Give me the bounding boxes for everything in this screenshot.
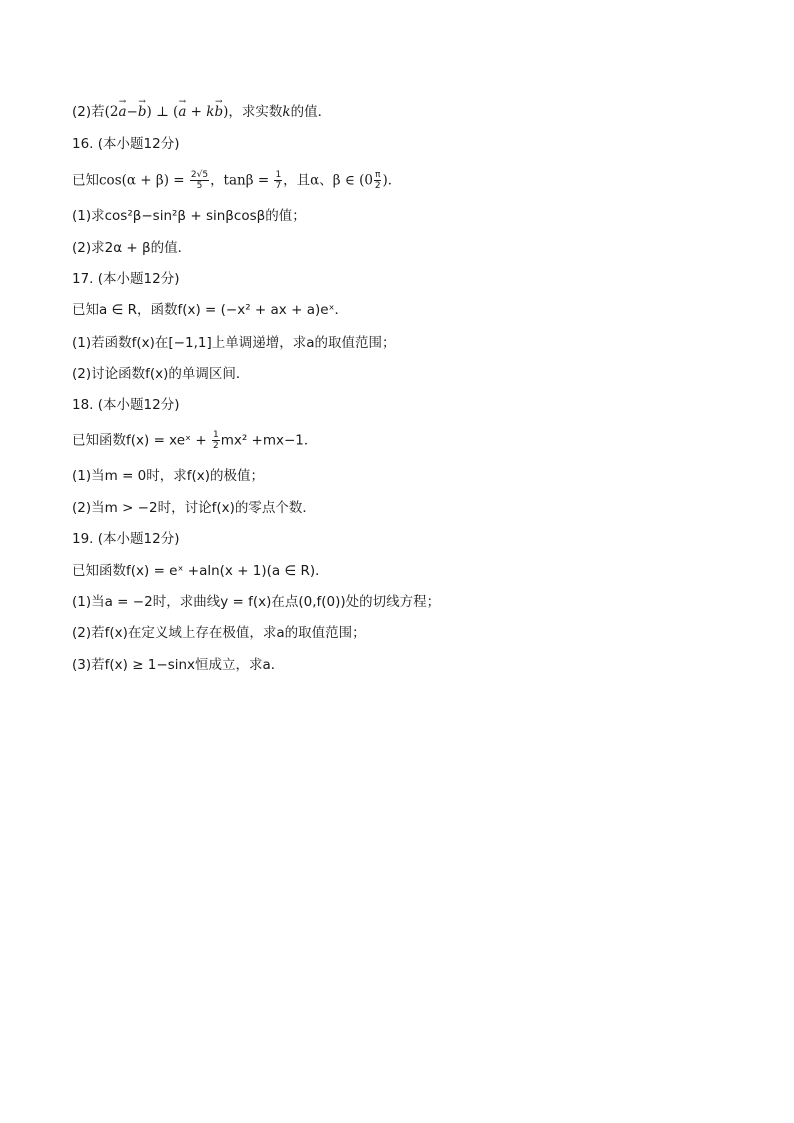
q16-part2: (2)求2α + β的值． [72, 240, 192, 256]
fraction-pi-over-2 [374, 170, 381, 191]
numerator: 1 [212, 430, 219, 440]
q15-part2 [72, 103, 331, 121]
q17-part2: (2)讨论函数f(x)的单调区间． [72, 366, 250, 382]
variable-k: k [282, 104, 291, 120]
text: 已知 [72, 172, 99, 189]
fraction-1-over-2 [212, 430, 220, 451]
q18-part1: (1)当m = 0时，求f(x)的极值； [72, 468, 265, 484]
denominator: 2 [374, 181, 381, 191]
text: 若 [91, 104, 105, 120]
condition-cos: cos(α + β) = [99, 172, 185, 189]
q19-header: 19. (本小题12分) [72, 531, 180, 547]
numerator: 1 [275, 170, 282, 180]
q16-header: 16. (本小题12分) [72, 136, 180, 152]
q18-part2: (2)当m > −2时，讨论f(x)的零点个数． [72, 500, 316, 516]
q18-stem [72, 430, 317, 451]
q19-stem: 已知函数f(x) = eˣ +aln(x + 1)(a ∈ R)． [72, 563, 329, 579]
text: 已知函数f(x) = xeˣ + [72, 432, 207, 449]
q19-part1: (1)当a = −2时，求曲线y = f(x)在点(0,f(0))处的切线方程； [72, 594, 441, 610]
q17-header: 17. (本小题12分) [72, 271, 180, 287]
condition-range: ，且α、β ∈ (0 [283, 172, 374, 189]
q17-part1: (1)若函数f(x)在[−1,1]上单调递增，求a的取值范围； [72, 335, 396, 351]
denominator: 7 [275, 181, 282, 191]
condition-tan: ，tanβ = [210, 172, 270, 189]
numerator: π [375, 170, 381, 180]
denominator: 5 [196, 181, 203, 191]
text: 的值． [290, 104, 332, 120]
fraction-2sqrt5-over-5 [190, 170, 209, 191]
vector-expression: (2→ a−→ b) ⊥ (→ a + k→ b) [105, 104, 229, 120]
q18-header: 18. (本小题12分) [72, 397, 180, 413]
denominator: 2 [212, 441, 219, 451]
text: ，求实数 [228, 104, 283, 120]
part-label: (2) [72, 104, 92, 120]
q16-stem [72, 170, 401, 191]
text: mx² +mx−1． [220, 432, 318, 449]
q19-part3: (3)若f(x) ≥ 1−sinx恒成立，求a． [72, 657, 285, 673]
q19-part2: (2)若f(x)在定义域上存在极值，求a的取值范围； [72, 625, 366, 641]
numerator: 2√5 [190, 170, 209, 180]
fraction-1-over-7 [274, 170, 282, 191]
q16-part1: (1)求cos²β−sin²β + sinβcosβ的值； [72, 208, 306, 224]
text: )． [382, 172, 402, 189]
q17-stem: 已知a ∈ R，函数f(x) = (−x² + ax + a)eˣ． [72, 302, 349, 318]
